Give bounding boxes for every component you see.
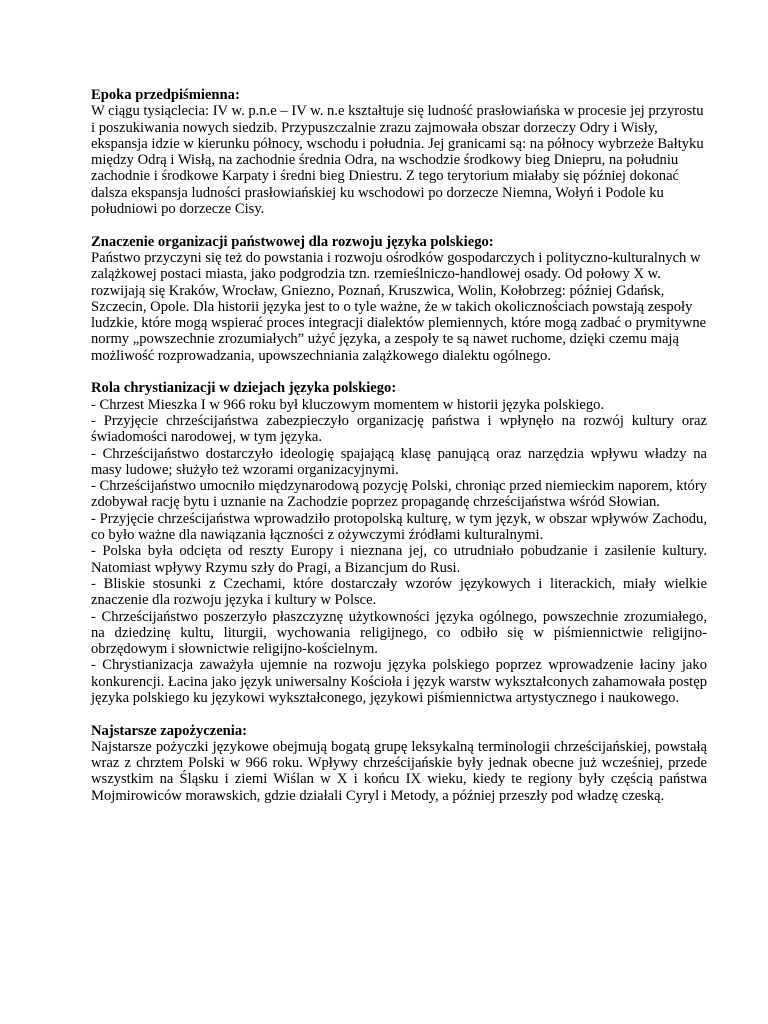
section-paragraph: Najstarsze pożyczki językowe obejmują bogatą grupę leksykalną terminologii chrześcijańskiej, powstałą wraz z chrztem Polski w 966 roku. Wpływy chrześcijańskie były jednak obecne już wcześniej, przede wszystkim na Śląsku i ziemi Wiślan w X i końcu IX wieku, kiedy te regiony były częścią państwa Mojmirowiców morawskich, gdzie działali Cyryl i Metody, a później przeszły pod władzę czeską.	[91, 738, 707, 804]
list-item: - Chrześcijaństwo dostarczyło ideologię spajającą klasę panującą oraz narzędzia wpływu władzy na masy ludowe; służyło też wzorami organizacyjnymi.	[91, 445, 707, 478]
list-item: - Chrześcijaństwo poszerzyło płaszczyznę użytkowności języka ogólnego, powszechnie zrozumiałego, na dziedzinę kultu, liturgii, wychowania religijnego, co odbiło się w piśmiennictwie religijno-obrzędowym i słownictwie religijno-kościelnym.	[91, 608, 707, 658]
list-item: - Przyjęcie chrześcijaństwa zabezpieczyło organizację państwa i wpłynęło na rozwój kultury oraz świadomości narodowej, w tym języka.	[91, 412, 707, 446]
list-item: - Chrystianizacja zaważyła ujemnie na rozwoju języka polskiego poprzez wprowadzenie łaciny jako konkurencji. Łacina jako język uniwersalny Kościoła i język warstw wykształconych zahamowała postęp języka polskiego ku językowi wykształconego, językowi piśmiennictwa artystycznego i naukowego.	[91, 657, 707, 706]
section-heading: Najstarsze zapożyczenia:	[91, 722, 248, 739]
section-heading: Epoka przedpiśmienna:	[91, 87, 240, 103]
document-page	[91, 87, 707, 820]
bullet-list	[91, 397, 707, 707]
section-paragraph: W ciągu tysiąclecia: IV w. p.n.e – IV w. n.e kształtuje się ludność prasłowiańska w procesie jej przyrostu i poszukiwania nowych siedzib. Przypuszczalnie zrazu zajmowała obszar dorzeczy Odry i Wisły, ekspansja idzie w kierunku północy, wschodu i południa. Jej granicami są: na północy wybrzeże Bałtyku między Odrą i Wisłą, na zachodnie średnia Odra, na wschodzie środkowy bieg Dniepru, na południu zachodnie i środkowe Karpaty i średni bieg Dniestru. Z tego terytorium miałaby się później dokonać dalsza ekspansja ludności prasłowiańskiej ku wschodowi po dorzecze Niemna, Wołyń i Podole ku południowi po dorzecze Cisy.	[91, 103, 704, 218]
list-item: - Polska była odcięta od reszty Europy i nieznana jej, co utrudniało pobudzanie i zasilenie kultury. Natomiast wpływy Rzymu szły do Pragi, a Bizancjum do Rusi.	[91, 543, 707, 576]
section-najstarsze-zapozyczenia	[91, 723, 707, 804]
section-paragraph: Państwo przyczyni się też do powstania i rozwoju ośrodków gospodarczych i polityczno-kulturalnych w zalążkowej postaci miasta, jako podgrodzia tzn. rzemieślniczo-handlowej osady. Od połowy X w. rozwijają się Kraków, Wrocław, Gniezno, Poznań, Kruszwica, Wolin, Kołobrzeg: później Gdańsk, Szczecin, Opole. Dla historii języka jest to o tyle ważne, że w takich okolicznościach powstają zespoły ludzkie, które mogą wspierać proces integracji dialektów plemiennych, które mogą zadbać o prymitywne normy „powszechnie zrozumiałych” użyć języka, a zespoły te są nawet ruchome, dzięki czemu mają możliwość rozprowadzania, upowszechniania zalążkowego dialektu ogólnego.	[91, 249, 707, 364]
section-heading: Znaczenie organizacji państwowej dla rozwoju języka polskiego:	[91, 233, 494, 250]
list-item: - Przyjęcie chrześcijaństwa wprowadziło protopolską kulturę, w tym język, w obszar wpływów Zachodu, co było ważne dla nawiązania łączności z ożywczymi źródłami kulturalnymi.	[91, 510, 707, 544]
section-epoka-przedpismienna	[91, 87, 707, 217]
list-item: - Chrześcijaństwo umocniło międzynarodową pozycję Polski, chroniąc przed niemieckim naporem, który zdobywał rację bytu i uznanie na Zachodzie poprzez propagandę chrześcijaństwa wśród Słowian.	[91, 478, 707, 511]
section-organizacja-panstwowa	[91, 234, 707, 364]
list-item: - Bliskie stosunki z Czechami, które dostarczały wzorów językowych i literackich, miały wielkie znaczenie dla rozwoju języka i kultury w Polsce.	[91, 575, 707, 609]
section-rola-chrystianizacji	[91, 380, 707, 706]
section-heading: Rola chrystianizacji w dziejach języka polskiego:	[91, 380, 397, 397]
list-item: - Chrzest Mieszka I w 966 roku był kluczowym momentem w historii języka polskiego.	[91, 396, 605, 413]
